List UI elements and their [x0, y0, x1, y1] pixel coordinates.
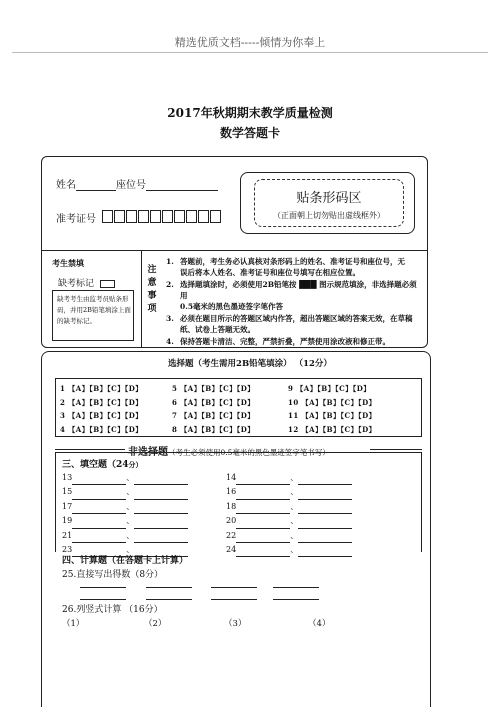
note-text: 答题前，考生务必认真核对条形码上的姓名、准考证号和座位号，无 [180, 257, 405, 266]
fill-sep: 、 [290, 501, 299, 511]
answer-line[interactable] [211, 587, 257, 588]
fill-sep: 、 [290, 530, 299, 540]
nonchoice-rule-left [55, 449, 125, 450]
fill-blank[interactable] [134, 534, 188, 543]
exam-number-label: 准考证号 [56, 214, 96, 225]
page-header: 精选优质文档-----倾情为你奉上 [174, 36, 326, 49]
barcode-dashed-area [254, 179, 404, 227]
note-text: 必须在题目所示的答题区域内作答，超出答题区域的答案无效，在草稿 [180, 314, 413, 323]
header-divider [12, 52, 488, 53]
fill-sep: 、 [126, 473, 135, 482]
fill-number: 16 [226, 487, 237, 497]
digit-box[interactable] [186, 210, 197, 223]
note-number: 4. [166, 337, 174, 346]
info-divider [42, 250, 427, 251]
fill-blank[interactable] [72, 491, 126, 500]
exam-number-boxes[interactable] [102, 208, 222, 227]
absent-note-line: 缺考考生由监考员贴条形 [57, 295, 129, 303]
fill-row [226, 543, 352, 557]
digit-box[interactable] [210, 210, 221, 223]
fill-blank[interactable] [298, 534, 352, 543]
fill-row [226, 471, 352, 485]
fill-blank[interactable] [298, 548, 352, 557]
note-item [166, 256, 424, 278]
notes-heading-char: 意 [147, 278, 157, 288]
choice-rows [60, 382, 376, 436]
fill-blank[interactable] [298, 491, 352, 500]
notes-heading-char: 项 [147, 304, 157, 314]
nonchoice-heading: 非选择题 [128, 447, 168, 458]
answer-sheet-title: 数学答题卡 [219, 126, 280, 140]
fill-row [226, 500, 352, 514]
fill-number: 22 [226, 530, 237, 540]
note-text: 保持答题卡清洁、完整，严禁折叠，严禁使用涂改液和修正带。 [180, 337, 390, 346]
digit-box[interactable] [138, 210, 149, 223]
choice-item[interactable]: 7 【A】【B】【C】【D】 [172, 411, 255, 420]
fill-title [62, 457, 143, 470]
fill-blank[interactable] [298, 476, 352, 485]
digit-box[interactable] [150, 210, 161, 223]
name-blank[interactable] [76, 180, 116, 191]
fill-number: 17 [62, 501, 73, 511]
notes-list [166, 256, 424, 347]
digit-box[interactable] [174, 210, 185, 223]
choice-item[interactable]: 9 【A】【B】【C】【D】 [288, 384, 371, 393]
absent-divider [141, 250, 142, 347]
fill-number: 15 [62, 487, 73, 497]
note-item [166, 336, 424, 347]
choice-item[interactable]: 12 【A】【B】【C】【D】 [288, 424, 377, 434]
fill-left-column [62, 471, 188, 557]
fill-sep: 、 [290, 516, 299, 526]
fill-row [226, 485, 352, 499]
note-number: 2. [166, 280, 174, 289]
fill-blank[interactable] [236, 505, 290, 514]
fill-blank[interactable] [134, 476, 188, 485]
note-number: 1. [166, 257, 174, 266]
name-label: 姓名 [56, 180, 76, 191]
nonchoice-note: （考生必须使用0.5毫米的黑色墨迹签字笔书写） [168, 448, 330, 457]
note-item [166, 279, 424, 312]
fill-number: 20 [226, 516, 237, 526]
notes-heading-char: 注 [147, 265, 157, 275]
fill-blank[interactable] [72, 505, 126, 514]
absent-mark-box[interactable] [100, 280, 115, 288]
fill-blank[interactable] [236, 491, 290, 500]
part-label: （1） [62, 619, 85, 629]
fill-blank[interactable] [236, 548, 290, 557]
digit-box[interactable] [198, 210, 209, 223]
choice-heading: 选择题（考生需用2B铅笔填涂） （12分） [168, 359, 332, 369]
choice-item[interactable]: 11 【A】【B】【C】【D】 [288, 411, 377, 420]
name-field[interactable] [56, 176, 218, 191]
part-label: （4） [308, 619, 331, 629]
fill-number: 13 [62, 473, 73, 482]
fill-blank[interactable] [134, 520, 188, 529]
fill-sep: 、 [126, 545, 135, 555]
choice-row [60, 396, 376, 410]
fill-blank[interactable] [134, 505, 188, 514]
fill-blank[interactable] [298, 520, 352, 529]
fill-sep: 、 [290, 487, 299, 497]
answer-line[interactable] [146, 587, 192, 588]
notes-heading [146, 264, 158, 316]
fill-number: 14 [226, 473, 237, 482]
fill-sep: 、 [290, 473, 299, 482]
fill-row [62, 485, 188, 499]
fill-number: 21 [62, 530, 73, 540]
fill-number: 19 [62, 516, 73, 526]
fill-row [62, 500, 188, 514]
fill-title-text: 三、填空题（24 [62, 460, 129, 470]
part-label: （3） [224, 619, 247, 629]
fill-row [62, 514, 188, 528]
answer-line[interactable] [273, 599, 319, 600]
note-number: 3. [166, 314, 174, 323]
digit-box[interactable] [114, 210, 125, 223]
digit-box[interactable] [126, 210, 137, 223]
q25-title: 25.直接写出得数（8分） [62, 570, 164, 580]
answer-line[interactable] [211, 599, 257, 600]
answer-line[interactable] [146, 599, 192, 600]
note-item [166, 313, 424, 335]
absent-title: 考生禁填 [52, 258, 84, 268]
fill-row [226, 514, 352, 528]
fill-blank[interactable] [236, 476, 290, 485]
fill-sep: 、 [126, 487, 135, 497]
fill-blank[interactable] [134, 491, 188, 500]
answer-line[interactable] [80, 599, 126, 600]
fill-blank[interactable] [236, 520, 290, 529]
absent-mark-label: 缺考标记 [58, 279, 95, 289]
fill-number: 23 [62, 545, 73, 555]
calc-title: 四、计算题（在答题卡上计算） [62, 556, 189, 566]
fill-sep: 、 [290, 545, 299, 555]
fill-sep: 、 [126, 530, 135, 540]
absent-mark [58, 276, 115, 289]
fill-sep: 、 [126, 501, 135, 511]
choice-item[interactable]: 5 【A】【B】【C】【D】 [172, 384, 255, 393]
choice-item[interactable]: 1 【A】【B】【C】【D】 [60, 384, 143, 393]
fill-title-tail: 分） [128, 460, 143, 469]
fill-number: 24 [226, 545, 237, 555]
choice-item[interactable]: 10 【A】【B】【C】【D】 [288, 397, 377, 407]
note-text: 纸、试卷上答题无效。 [180, 325, 255, 334]
note-text: 误后将本人姓名、准考证号和座位号填写在相应位置。 [180, 268, 360, 277]
fill-row [62, 529, 188, 543]
fill-blank[interactable] [72, 520, 126, 529]
digit-box[interactable] [102, 210, 113, 223]
fill-blank[interactable] [236, 534, 290, 543]
fill-right-column [226, 471, 352, 557]
exam-title: 2017年秋期期末教学质量检测 [167, 106, 333, 120]
fill-blank[interactable] [72, 476, 126, 485]
part-label: （2） [144, 619, 167, 629]
note-text: 选择题填涂时，必须使用2B铅笔按 ███ 图示规范填涂，非选择题必须用 [180, 280, 417, 300]
choice-row [60, 409, 376, 423]
fill-number: 18 [226, 501, 237, 511]
choice-item[interactable]: 2 【A】【B】【C】【D】 [60, 397, 143, 407]
choice-item[interactable]: 8 【A】【B】【C】【D】 [172, 424, 255, 434]
absent-note-line: 的缺考标记。 [57, 317, 96, 325]
notes-heading-char: 事 [147, 291, 157, 301]
absent-note-box [52, 290, 134, 341]
answer-line[interactable] [80, 587, 126, 588]
choice-item[interactable]: 6 【A】【B】【C】【D】 [172, 397, 255, 407]
fill-blank[interactable] [72, 534, 126, 543]
fill-sep: 、 [126, 516, 135, 526]
fill-row [62, 471, 188, 485]
seat-blank[interactable] [146, 180, 218, 191]
digit-box[interactable] [162, 210, 173, 223]
barcode-title: 贴条形码区 [296, 191, 362, 206]
choice-row [60, 382, 376, 396]
answer-line[interactable] [273, 587, 319, 588]
nonchoice-rule-right [370, 449, 422, 450]
absent-note-line: 码，并用2B铅笔填涂上面 [57, 306, 131, 314]
fill-blank[interactable] [298, 505, 352, 514]
choice-item[interactable]: 3 【A】【B】【C】【D】 [60, 411, 143, 420]
choice-item[interactable]: 4 【A】【B】【C】【D】 [60, 424, 143, 434]
seat-label: 座位号 [116, 180, 146, 191]
fill-row [226, 529, 352, 543]
note-text: 0.5毫米的黑色墨迹签字笔作答 [180, 302, 284, 311]
q26-title: 26.列竖式计算 （16分） [62, 605, 163, 615]
choice-row [60, 423, 376, 437]
barcode-note: （正面朝上切勿贴出虚线框外） [273, 211, 385, 220]
